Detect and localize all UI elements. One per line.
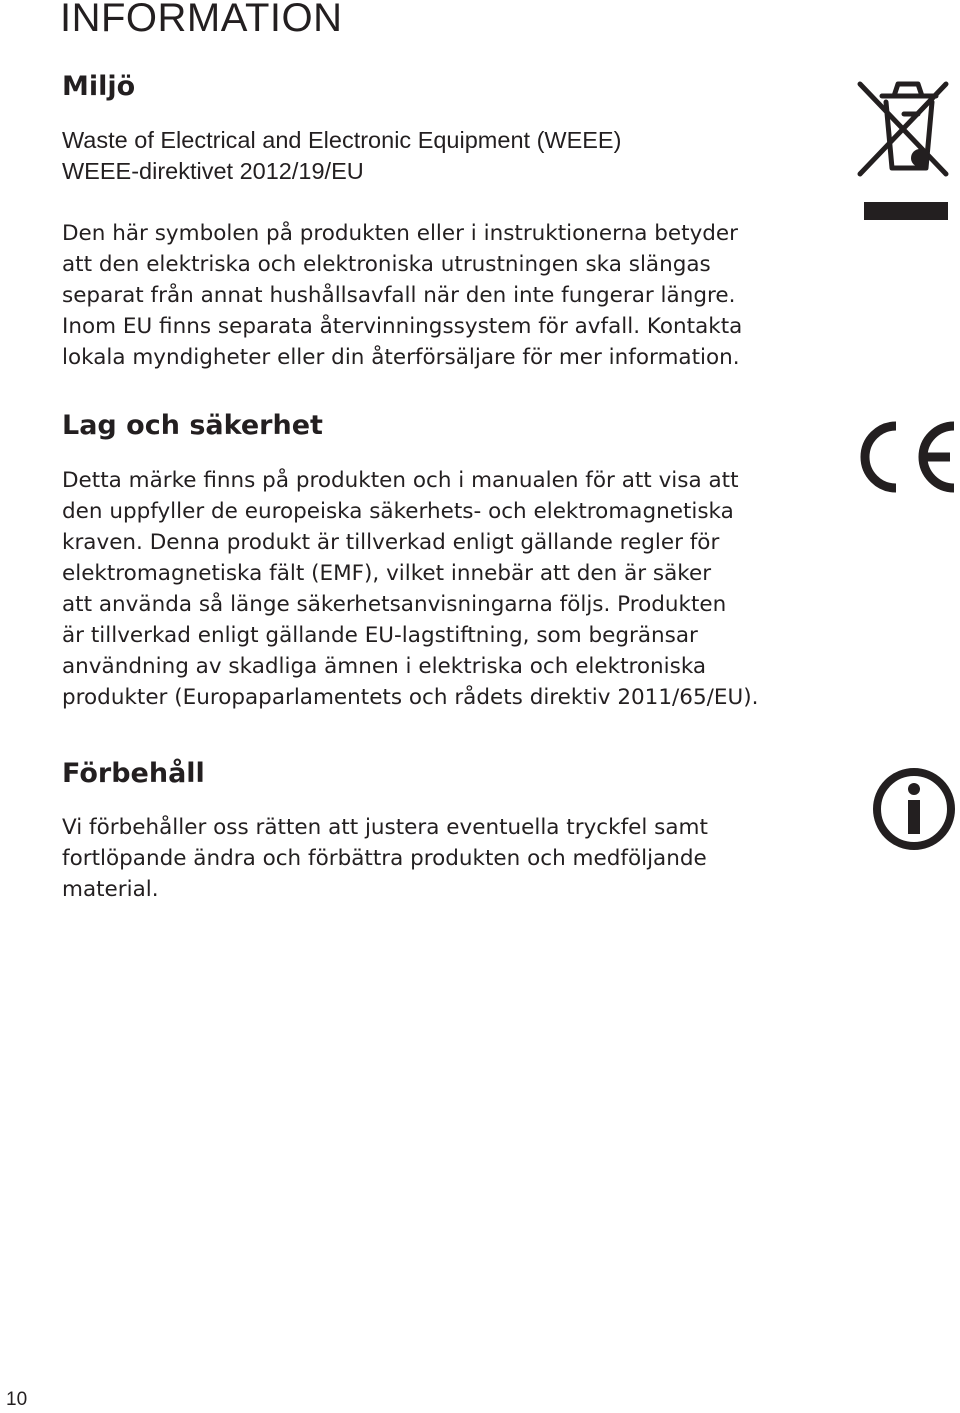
text-line: separat från annat hushållsavfall när den inte fungerar längre. [62, 283, 736, 308]
section-heading-lag: Lag och säkerhet [62, 410, 323, 441]
weee-crossed-bin-icon [852, 74, 952, 224]
text-line: Den här symbolen på produkten eller i instruktionerna betyder [62, 221, 739, 246]
text-line: Inom EU finns separata återvinningssystem för avfall. Kontakta [62, 314, 743, 339]
info-icon [871, 766, 957, 852]
text-line: produkter (Europaparlamentets och rådets direktiv 2011/65/EU). [62, 685, 759, 710]
text-line: fortlöpande ändra och förbättra produkten och medföljande [62, 846, 707, 871]
text-line: elektromagnetiska fält (EMF), vilket innebär att den är säker [62, 561, 712, 586]
text-line: att använda så länge säkerhetsanvisningarna följs. Produkten [62, 592, 727, 617]
text-line: WEEE-direktivet 2012/19/EU [62, 158, 364, 184]
text-line: användning av skadliga ämnen i elektriska och elektroniska [62, 654, 707, 679]
text-line: Detta märke finns på produkten och i manualen för att visa att [62, 468, 739, 493]
text-line: material. [62, 877, 159, 902]
page-title: INFORMATION [60, 0, 343, 40]
text-line: att den elektriska och elektroniska utrustningen ska slängas [62, 252, 711, 277]
page-number: 10 [6, 1389, 28, 1410]
section-heading-forbehall: Förbehåll [62, 758, 205, 789]
text-line: är tillverkad enligt gällande EU-lagstiftning, som begränsar [62, 623, 698, 648]
text-line: Vi förbehåller oss rätten att justera eventuella tryckfel samt [62, 815, 708, 840]
text-line: lokala myndigheter eller din återförsäljare för mer information. [62, 345, 740, 370]
text-line: kraven. Denna produkt är tillverkad enligt gällande regler för [62, 530, 720, 555]
text-line: den uppfyller de europeiska säkerhets- och elektromagnetiska [62, 499, 734, 524]
forbehall-text [62, 812, 708, 905]
miljo-text [62, 125, 742, 373]
text-line: Waste of Electrical and Electronic Equipment (WEEE) [62, 127, 622, 153]
lag-text [62, 465, 758, 713]
section-heading-miljo: Miljö [62, 71, 136, 102]
ce-mark-icon [852, 418, 960, 496]
